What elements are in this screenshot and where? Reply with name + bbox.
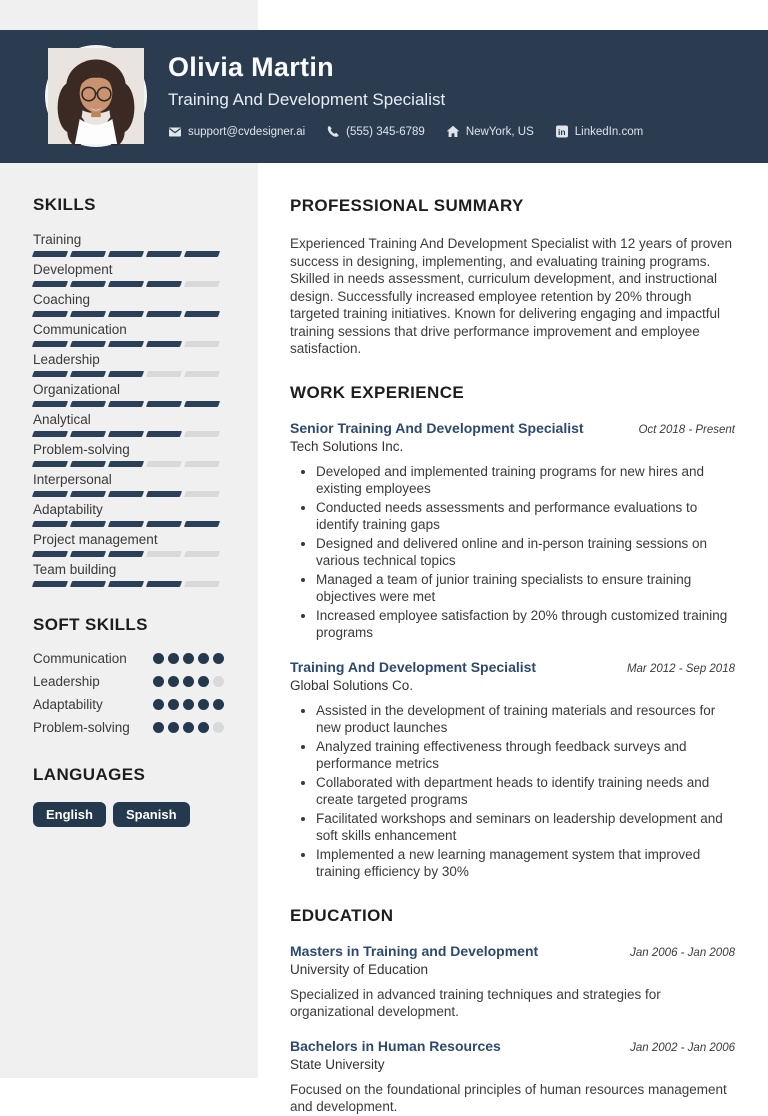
skill-bar-segment [32,431,68,437]
soft-skills-heading: SOFT SKILLS [33,615,148,634]
job-header [290,659,735,675]
skill-bar [33,401,224,407]
skill-bar-segment [70,461,106,467]
skill-bar-segment [108,401,144,407]
skill-bar-segment [184,521,220,527]
job-bullet: • Assisted in the development of training materials and resources for new product launches [316,702,735,737]
rating-dot [183,676,194,687]
skill-bar-segment [184,431,220,437]
rating-dot [198,699,209,710]
summary-section [290,196,735,358]
skill-bar [33,491,224,497]
skill-item [33,232,224,257]
skill-bar-segment [32,461,68,467]
job-bullet: • Developed and implemented training programs for new hires and existing employees [316,463,735,498]
soft-skill-label: Problem-solving [33,720,130,735]
summary-text: Experienced Training And Development Specialist with 12 years of proven success in designing, implementing, and evaluating training programs. Skilled in needs assessment, curriculum development, and instructional design. Successfully increased employee retention by 20% through targeted training initiatives. Known for delivering engaging and impactful training sessions that drive performance improvement and employee satisfaction. [290,236,732,356]
job-bullet: • Collaborated with department heads to identify training needs and create targeted programs [316,774,735,809]
header-band [0,30,768,163]
soft-skill-dots [153,722,224,733]
job-dates: Mar 2012 - Sep 2018 [626,662,735,675]
skill-label: Organizational [33,382,121,397]
skill-bar-segment [32,251,68,257]
rating-dot [183,699,194,710]
skill-bar-segment [146,311,182,317]
skill-bar [33,461,224,467]
skills-list [33,232,224,587]
skill-label: Project management [33,532,158,547]
phone-icon [326,125,340,138]
skill-bar-segment [70,281,106,287]
skill-item [33,412,224,437]
skill-bar-segment [32,341,68,347]
soft-skill-label: Leadership [33,674,100,689]
degree-title: Bachelors in Human Resources [290,1037,501,1054]
skill-item [33,292,224,317]
contact-item [326,125,425,138]
skill-bar-segment [146,401,182,407]
skill-bar-segment [70,431,106,437]
skill-bar-segment [146,341,182,347]
summary-heading: PROFESSIONAL SUMMARY [290,196,524,215]
education-header [290,1038,735,1054]
rating-dot [213,699,224,710]
rating-dot [168,676,179,687]
person-name: Olivia Martin [168,52,334,82]
skill-bar-segment [146,581,182,587]
skill-item [33,352,224,377]
rating-dot [198,653,209,664]
skill-bar-segment [108,431,144,437]
skill-bar-segment [184,281,220,287]
skill-label: Problem-solving [33,442,130,457]
skills-section [33,195,224,587]
contact-text: support@cvdesigner.ai [188,125,306,138]
email-icon [168,125,182,138]
job-bullet: • Facilitated workshops and seminars on leadership development and soft skills enhancement [316,810,735,845]
skill-item [33,322,224,347]
soft-skill-item [33,720,224,735]
skill-bar [33,281,224,287]
skill-bar-segment [70,341,106,347]
contact-text: LinkedIn.com [574,125,644,138]
home-icon [446,125,460,138]
skill-label: Leadership [33,352,100,367]
jobs-list [290,420,735,881]
skill-bar-segment [184,491,220,497]
work-experience-section [290,383,735,881]
job-entry [290,420,735,642]
skill-label: Communication [33,322,127,337]
skill-label: Team building [33,562,117,577]
rating-dot [153,676,164,687]
soft-skill-label: Adaptability [33,697,103,712]
skill-bar-segment [70,581,106,587]
rating-dot [153,699,164,710]
education-description: Specialized in advanced training techniques and strategies for organizational development. [290,986,661,1019]
skill-bar [33,341,224,347]
rating-dot [183,722,194,733]
skill-bar-segment [146,281,182,287]
skill-item [33,442,224,467]
skill-bar-segment [108,491,144,497]
skill-item [33,382,224,407]
profile-photo [45,45,147,147]
skill-bar-segment [70,311,106,317]
skill-bar [33,251,224,257]
degree-title: Masters in Training and Development [290,942,539,959]
education-list [290,943,735,1116]
soft-skill-dots [153,653,224,664]
soft-skills-section [33,615,224,735]
job-header [290,420,735,436]
job-company: Global Solutions Co. [290,677,414,693]
skill-bar-segment [108,521,144,527]
job-bullet: • Managed a team of junior training specialists to ensure training objectives were met [316,571,735,606]
rating-dot [153,722,164,733]
education-dates: Jan 2006 - Jan 2008 [630,946,735,959]
job-title: Senior Training And Development Specialist [290,419,584,436]
skill-label: Development [33,262,113,277]
skill-bar-segment [108,311,144,317]
skill-label: Coaching [33,292,91,307]
skill-label: Interpersonal [33,472,112,487]
skill-bar-segment [146,461,182,467]
job-entry [290,659,735,881]
skills-heading: SKILLS [33,195,96,214]
soft-skill-dots [153,699,224,710]
contacts-row [168,125,748,138]
skill-label: Training [33,232,82,247]
skill-bar [33,551,224,557]
education-entry [290,1038,735,1116]
skill-bar-segment [146,251,182,257]
avatar-illustration [48,48,144,144]
contact-item [168,125,305,138]
skill-bar-segment [108,371,144,377]
svg-text:in: in [557,127,566,137]
skill-bar [33,521,224,527]
education-description: Focused on the foundational principles of human resources management and development. [290,1081,727,1114]
skill-bar-segment [32,311,68,317]
skill-bar [33,431,224,437]
skill-bar [33,371,224,377]
languages-heading: LANGUAGES [33,765,146,784]
skill-bar-segment [184,341,220,347]
skill-bar-segment [184,311,220,317]
skill-bar-segment [70,251,106,257]
skill-bar-segment [184,401,220,407]
job-company: Tech Solutions Inc. [290,438,404,454]
skill-bar-segment [32,521,68,527]
skill-bar-segment [184,371,220,377]
rating-dot [213,722,224,733]
education-header [290,943,735,959]
contact-text: (555) 345-6789 [346,125,425,138]
skill-bar-segment [184,581,220,587]
skill-bar-segment [108,251,144,257]
rating-dot [183,653,194,664]
skill-item [33,532,224,557]
languages-section [33,765,224,827]
contact-text: NewYork, US [465,125,534,138]
header-text [168,52,748,138]
skill-bar-segment [32,581,68,587]
education-entry [290,943,735,1021]
skill-bar-segment [32,401,68,407]
skill-bar-segment [70,371,106,377]
soft-skill-item [33,651,224,666]
skill-bar-segment [108,551,144,557]
job-title: Training And Development Specialist [290,658,537,675]
skill-bar-segment [108,341,144,347]
skill-bar-segment [146,431,182,437]
person-title: Training And Development Specialist [168,90,446,109]
rating-dot [213,676,224,687]
languages-badges [33,802,224,827]
skill-bar-segment [146,551,182,557]
rating-dot [213,653,224,664]
skill-bar-segment [108,461,144,467]
linkedin-icon [555,125,569,138]
skill-bar-segment [108,581,144,587]
skill-item [33,502,224,527]
job-bullets [290,702,735,881]
education-dates: Jan 2002 - Jan 2006 [630,1041,735,1054]
rating-dot [168,699,179,710]
skill-item [33,472,224,497]
language-badge: Spanish [113,802,190,827]
soft-skill-label: Communication [33,651,127,666]
rating-dot [198,722,209,733]
rating-dot [153,653,164,664]
skill-bar-segment [146,491,182,497]
job-bullets [290,463,735,642]
skill-bar-segment [70,551,106,557]
education-school: State University [290,1056,385,1072]
soft-skill-dots [153,676,224,687]
job-dates: Oct 2018 - Present [638,423,735,436]
skill-bar [33,311,224,317]
skill-bar-segment [184,551,220,557]
skill-bar-segment [70,401,106,407]
job-bullet: • Conducted needs assessments and performance evaluations to identify training gaps [316,499,735,534]
skill-bar-segment [32,281,68,287]
soft-skills-list [33,651,224,735]
skill-label: Analytical [33,412,91,427]
work-experience-heading: WORK EXPERIENCE [290,382,465,402]
job-bullet: • Increased employee satisfaction by 20% through customized training programs [316,607,735,642]
job-bullet: • Designed and delivered online and in-person training sessions on various technical topics [316,535,735,570]
education-section [290,906,735,1116]
contact-item [555,125,643,138]
job-bullet: • Analyzed training effectiveness through feedback surveys and performance metrics [316,738,735,773]
soft-skill-item [33,674,224,689]
education-heading: EDUCATION [290,905,394,925]
skill-bar-segment [32,491,68,497]
skill-bar [33,581,224,587]
main-column [290,196,735,1116]
language-badge: English [33,802,106,827]
skill-bar-segment [32,371,68,377]
rating-dot [168,722,179,733]
skill-bar-segment [32,551,68,557]
skill-label: Adaptability [33,502,103,517]
skill-bar-segment [70,521,106,527]
contact-item [446,125,534,138]
skill-bar-segment [146,521,182,527]
skill-bar-segment [146,371,182,377]
skill-bar-segment [70,491,106,497]
skill-item [33,562,224,587]
skill-bar-segment [184,251,220,257]
education-school: University of Education [290,961,429,977]
skill-bar-segment [108,281,144,287]
skill-item [33,262,224,287]
rating-dot [198,676,209,687]
job-bullet: • Implemented a new learning management system that improved training efficiency by 30% [316,846,735,881]
soft-skill-item [33,697,224,712]
skill-bar-segment [184,461,220,467]
rating-dot [168,653,179,664]
